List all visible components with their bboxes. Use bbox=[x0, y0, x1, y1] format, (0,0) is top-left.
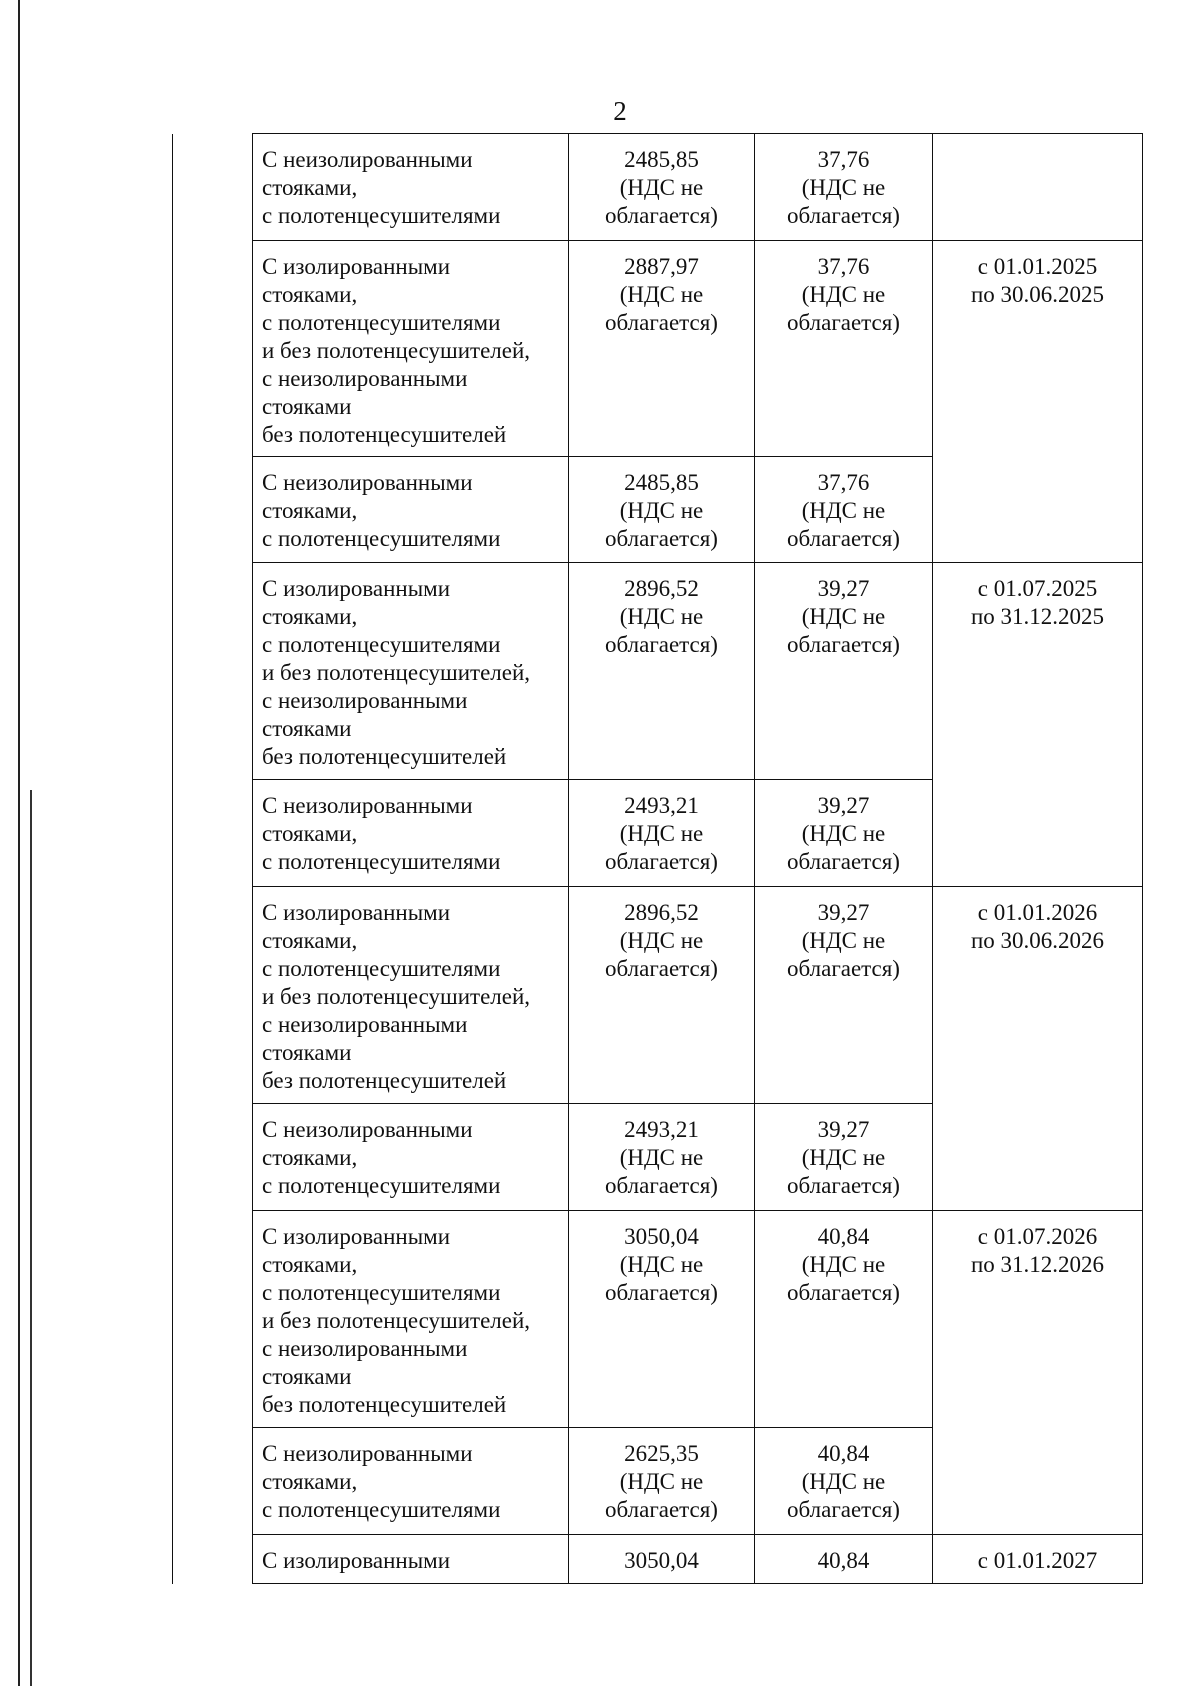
row-description: С изолированными стояками, с полотенцесушителями и без полотенцесушителей, с неизолированными стояками без полотенцесушителей bbox=[253, 887, 569, 1104]
tariff-value: 2625,35 (НДС не облагается) bbox=[569, 1428, 755, 1535]
tariff-value: 2887,97 (НДС не облагается) bbox=[569, 241, 755, 457]
table-row bbox=[173, 241, 1143, 457]
row-description: С изолированными стояками, с полотенцесушителями и без полотенцесушителей, с неизолированными стояками без полотенцесушителей bbox=[253, 563, 569, 780]
tariff-value-2: 40,84 bbox=[755, 1535, 933, 1584]
tariff-value: 2493,21 (НДС не облагается) bbox=[569, 1104, 755, 1211]
table-row bbox=[173, 1535, 1143, 1584]
scan-edge-line bbox=[30, 790, 32, 1686]
tariff-value-2: 37,76 (НДС не облагается) bbox=[755, 134, 933, 241]
row-description: С неизолированными стояками, с полотенцесушителями bbox=[253, 780, 569, 887]
table-row bbox=[173, 134, 1143, 241]
row-description: С изолированными bbox=[253, 1535, 569, 1584]
table-row bbox=[173, 563, 1143, 780]
table-row bbox=[173, 1211, 1143, 1428]
row-description: С неизолированными стояками, с полотенцесушителями bbox=[253, 457, 569, 563]
row-description: С изолированными стояками, с полотенцесушителями и без полотенцесушителей, с неизолированными стояками без полотенцесушителей bbox=[253, 241, 569, 457]
tariff-value-2: 40,84 (НДС не облагается) bbox=[755, 1428, 933, 1535]
tariff-value-2: 39,27 (НДС не облагается) bbox=[755, 887, 933, 1104]
tariff-value: 2485,85 (НДС не облагается) bbox=[569, 457, 755, 563]
row-description: С неизолированными стояками, с полотенцесушителями bbox=[253, 1104, 569, 1211]
tariff-value: 3050,04 bbox=[569, 1535, 755, 1584]
row-description: С неизолированными стояками, с полотенцесушителями bbox=[253, 134, 569, 241]
tariff-value: 3050,04 (НДС не облагается) bbox=[569, 1211, 755, 1428]
period-cell: с 01.07.2025 по 31.12.2025 bbox=[933, 563, 1143, 887]
tariff-value-2: 39,27 (НДС не облагается) bbox=[755, 1104, 933, 1211]
period-cell: с 01.01.2025 по 30.06.2025 bbox=[933, 241, 1143, 563]
table-row bbox=[173, 887, 1143, 1104]
row-description: С изолированными стояками, с полотенцесушителями и без полотенцесушителей, с неизолированными стояками без полотенцесушителей bbox=[253, 1211, 569, 1428]
tariff-value: 2896,52 (НДС не облагается) bbox=[569, 563, 755, 780]
tariff-value: 2493,21 (НДС не облагается) bbox=[569, 780, 755, 887]
period-cell-empty bbox=[933, 134, 1143, 241]
tariff-value: 2896,52 (НДС не облагается) bbox=[569, 887, 755, 1104]
tariff-value-2: 37,76 (НДС не облагается) bbox=[755, 457, 933, 563]
page-number: 2 bbox=[613, 96, 627, 126]
scan-edge-line bbox=[18, 0, 20, 1686]
tariff-table bbox=[172, 133, 1143, 1584]
tariff-value-2: 40,84 (НДС не облагается) bbox=[755, 1211, 933, 1428]
period-cell: с 01.01.2026 по 30.06.2026 bbox=[933, 887, 1143, 1211]
tariff-value-2: 39,27 (НДС не облагается) bbox=[755, 780, 933, 887]
tariff-value-2: 39,27 (НДС не облагается) bbox=[755, 563, 933, 780]
row-description: С неизолированными стояками, с полотенцесушителями bbox=[253, 1428, 569, 1535]
tariff-value: 2485,85 (НДС не облагается) bbox=[569, 134, 755, 241]
period-cell: с 01.07.2026 по 31.12.2026 bbox=[933, 1211, 1143, 1535]
period-cell: с 01.01.2027 bbox=[933, 1535, 1143, 1584]
empty-first-column bbox=[173, 134, 253, 1584]
tariff-value-2: 37,76 (НДС не облагается) bbox=[755, 241, 933, 457]
